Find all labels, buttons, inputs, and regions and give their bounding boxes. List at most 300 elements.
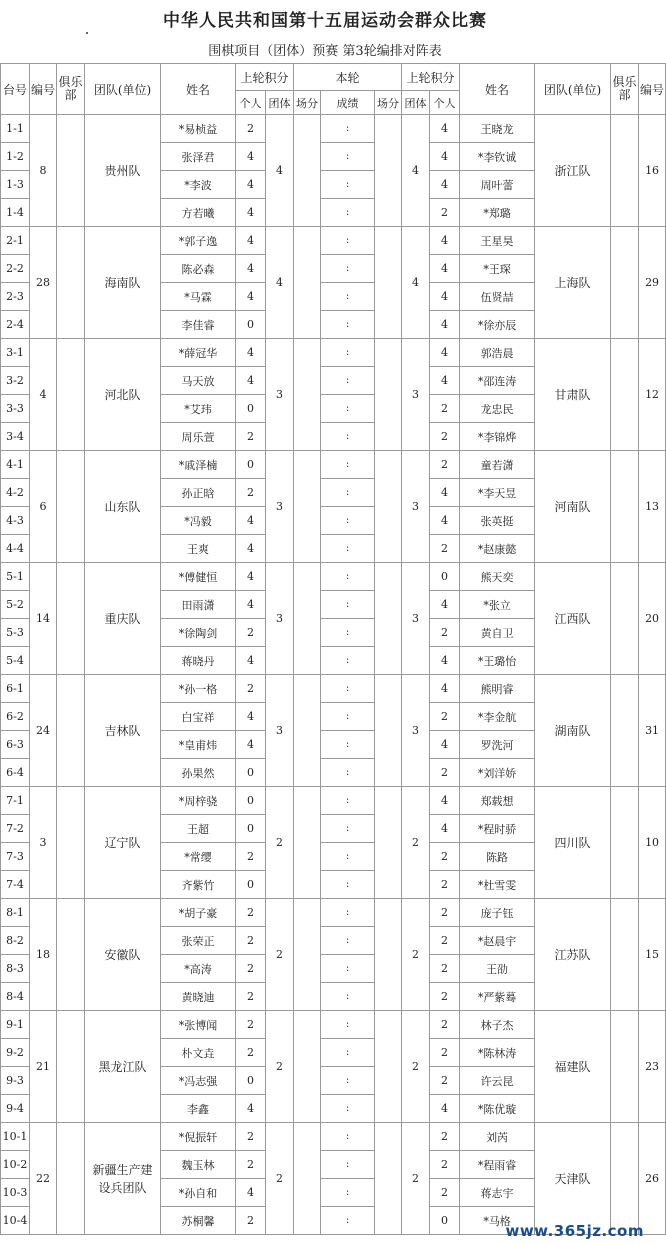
left-player-points: 4 [236,283,266,311]
left-player-points: 0 [236,311,266,339]
left-player-name: *薛冠华 [161,339,236,367]
right-player-name: *郑璐 [460,199,535,227]
right-player-name: *徐亦辰 [460,311,535,339]
left-player-points: 4 [236,507,266,535]
left-team-name: 贵州队 [85,115,161,227]
left-player-name: 孙正晗 [161,479,236,507]
board-number: 2-3 [1,283,30,311]
left-team-number: 4 [30,339,57,451]
left-player-name: 周乐萱 [161,423,236,451]
left-player-name: *冯志强 [161,1067,236,1095]
left-player-points: 2 [236,927,266,955]
watermark: www.365jz.com [505,1222,644,1240]
right-team-score: 2 [402,899,430,1011]
board-result: : [321,619,375,647]
board-result: : [321,731,375,759]
right-player-points: 2 [430,1011,460,1039]
left-team-number: 8 [30,115,57,227]
left-player-points: 4 [236,255,266,283]
board-result: : [321,591,375,619]
right-team-score: 2 [402,787,430,899]
left-player-points: 0 [236,395,266,423]
right-player-points: 2 [430,451,460,479]
header-prev-right: 上轮积分 [402,64,460,91]
header-number-left: 编号 [30,64,57,115]
board-number: 6-3 [1,731,30,759]
left-player-name: *马霖 [161,283,236,311]
right-player-name: 王晓龙 [460,115,535,143]
document-subtitle: 围棋项目（团体）预赛 第3轮编排对阵表 [208,44,442,59]
board-number: 3-2 [1,367,30,395]
header-club-left: 俱乐 部 [57,64,85,115]
right-club [611,675,639,787]
table-row [1,675,666,703]
right-club [611,787,639,899]
left-player-name: 黄晓迪 [161,983,236,1011]
board-number: 9-2 [1,1039,30,1067]
left-player-points: 2 [236,423,266,451]
board-number: 8-2 [1,927,30,955]
right-player-name: *陈优璇 [460,1095,535,1123]
right-team-number: 26 [639,1123,666,1235]
board-number: 4-2 [1,479,30,507]
left-player-points: 4 [236,227,266,255]
right-player-points: 4 [430,227,460,255]
board-number: 10-2 [1,1151,30,1179]
board-number: 7-1 [1,787,30,815]
left-match-points [294,787,321,899]
left-team-score: 2 [266,1011,294,1123]
header-team-right: 团队(单位) [535,64,611,115]
board-result: : [321,1179,375,1207]
right-team-number: 20 [639,563,666,675]
right-team-number: 15 [639,899,666,1011]
right-match-points [375,899,402,1011]
left-player-name: 张泽君 [161,143,236,171]
left-team-name: 安徽队 [85,899,161,1011]
left-player-name: 李佳睿 [161,311,236,339]
left-team-name: 辽宁队 [85,787,161,899]
left-player-name: 张荣正 [161,927,236,955]
table-row [1,899,666,927]
right-player-name: *马格 [460,1207,535,1235]
header-club-right: 俱乐 部 [611,64,639,115]
board-number: 5-4 [1,647,30,675]
left-player-name: 齐紫竹 [161,871,236,899]
left-player-points: 2 [236,1039,266,1067]
board-result: : [321,395,375,423]
left-player-points: 0 [236,759,266,787]
right-player-name: 庞子钰 [460,899,535,927]
right-player-name: 王星昊 [460,227,535,255]
right-team-name: 江苏队 [535,899,611,1011]
left-team-number: 22 [30,1123,57,1235]
left-match-points [294,563,321,675]
left-player-points: 4 [236,703,266,731]
right-player-points: 2 [430,1179,460,1207]
right-player-name: *王璐怡 [460,647,535,675]
speck [86,32,88,34]
board-result: : [321,143,375,171]
right-player-name: 黄自卫 [460,619,535,647]
board-number: 8-1 [1,899,30,927]
right-club [611,899,639,1011]
left-player-name: *高涛 [161,955,236,983]
left-player-name: 李鑫 [161,1095,236,1123]
right-team-number: 13 [639,451,666,563]
right-club [611,1011,639,1123]
board-result: : [321,815,375,843]
right-player-name: 许云昆 [460,1067,535,1095]
right-match-points [375,675,402,787]
board-number: 10-3 [1,1179,30,1207]
right-player-points: 2 [430,927,460,955]
right-player-points: 2 [430,1123,460,1151]
header-round: 本轮 [294,64,402,91]
left-team-name: 黑龙江队 [85,1011,161,1123]
right-team-score: 4 [402,227,430,339]
right-player-points: 2 [430,535,460,563]
left-match-points [294,1011,321,1123]
board-number: 7-2 [1,815,30,843]
pairing-table [0,63,666,1235]
board-number: 6-4 [1,759,30,787]
right-player-name: 熊天奕 [460,563,535,591]
left-team-score: 4 [266,227,294,339]
header-team-score-left: 团体 [266,91,294,115]
board-result: : [321,367,375,395]
board-result: : [321,787,375,815]
left-team-number: 3 [30,787,57,899]
right-player-points: 4 [430,283,460,311]
board-result: : [321,983,375,1011]
left-player-points: 2 [236,1011,266,1039]
header-individual-right: 个人 [430,91,460,115]
left-player-points: 2 [236,675,266,703]
left-team-name: 重庆队 [85,563,161,675]
board-number: 1-4 [1,199,30,227]
left-team-number: 28 [30,227,57,339]
right-player-points: 4 [430,115,460,143]
board-number: 8-4 [1,983,30,1011]
table-row [1,563,666,591]
left-player-points: 0 [236,787,266,815]
right-player-points: 4 [430,591,460,619]
right-player-points: 2 [430,199,460,227]
left-player-points: 2 [236,1151,266,1179]
board-result: : [321,1151,375,1179]
right-team-name: 四川队 [535,787,611,899]
right-player-name: *李钦诚 [460,143,535,171]
right-team-number: 23 [639,1011,666,1123]
right-player-points: 2 [430,703,460,731]
right-player-points: 2 [430,395,460,423]
right-team-name: 河南队 [535,451,611,563]
left-team-score: 3 [266,563,294,675]
left-player-name: *倪振轩 [161,1123,236,1151]
left-player-name: 蒋晓丹 [161,647,236,675]
right-match-points [375,1011,402,1123]
left-player-points: 4 [236,1179,266,1207]
left-player-name: 苏桐馨 [161,1207,236,1235]
left-player-name: *戚泽楠 [161,451,236,479]
left-team-score: 3 [266,675,294,787]
left-player-points: 4 [236,647,266,675]
right-player-name: 郑载想 [460,787,535,815]
right-match-points [375,339,402,451]
board-result: : [321,563,375,591]
right-player-points: 4 [430,311,460,339]
right-player-name: *杜雪雯 [460,871,535,899]
right-player-name: 张英挺 [460,507,535,535]
board-number: 10-4 [1,1207,30,1235]
right-team-score: 2 [402,1011,430,1123]
left-player-points: 4 [236,339,266,367]
right-player-name: *刘洋娇 [460,759,535,787]
board-result: : [321,1207,375,1235]
right-team-name: 天津队 [535,1123,611,1235]
left-player-name: *徐陶剑 [161,619,236,647]
left-club [57,227,85,339]
table-row [1,1123,666,1151]
board-number: 10-1 [1,1123,30,1151]
right-player-points: 4 [430,815,460,843]
left-player-name: 田雨潇 [161,591,236,619]
right-club [611,115,639,227]
board-number: 7-4 [1,871,30,899]
right-team-number: 16 [639,115,666,227]
right-player-points: 4 [430,143,460,171]
right-player-points: 2 [430,871,460,899]
left-team-name: 新疆生产建设兵团队 [85,1123,161,1235]
board-number: 2-1 [1,227,30,255]
right-player-points: 2 [430,759,460,787]
left-team-score: 2 [266,899,294,1011]
left-player-name: *郭子逸 [161,227,236,255]
table-row [1,227,666,255]
left-player-name: *冯毅 [161,507,236,535]
left-team-number: 6 [30,451,57,563]
right-player-points: 4 [430,171,460,199]
left-player-name: 王超 [161,815,236,843]
left-match-points [294,339,321,451]
left-player-points: 4 [236,563,266,591]
right-player-name: 罗洗河 [460,731,535,759]
table-row [1,339,666,367]
right-club [611,227,639,339]
right-club [611,1123,639,1235]
left-player-name: *孙一格 [161,675,236,703]
left-team-number: 14 [30,563,57,675]
board-number: 1-3 [1,171,30,199]
table-row [1,1011,666,1039]
left-club [57,115,85,227]
right-team-score: 3 [402,563,430,675]
board-number: 6-2 [1,703,30,731]
left-player-points: 2 [236,983,266,1011]
right-club [611,451,639,563]
left-player-name: 陈必森 [161,255,236,283]
right-player-points: 4 [430,255,460,283]
right-player-name: *程时骄 [460,815,535,843]
right-player-points: 2 [430,1151,460,1179]
left-team-score: 2 [266,1123,294,1235]
right-player-points: 4 [430,479,460,507]
board-result: : [321,1039,375,1067]
board-result: : [321,423,375,451]
right-player-name: *王琛 [460,255,535,283]
right-club [611,339,639,451]
left-team-number: 24 [30,675,57,787]
board-result: : [321,703,375,731]
board-number: 5-1 [1,563,30,591]
left-team-name: 海南队 [85,227,161,339]
left-player-points: 2 [236,955,266,983]
right-player-points: 4 [430,1095,460,1123]
board-result: : [321,227,375,255]
right-player-name: 陈路 [460,843,535,871]
header-match-points-left: 场分 [294,91,321,115]
left-player-points: 2 [236,1123,266,1151]
right-player-name: 童若潇 [460,451,535,479]
right-player-name: *严紫蓦 [460,983,535,1011]
right-match-points [375,787,402,899]
right-club [611,563,639,675]
right-team-number: 10 [639,787,666,899]
left-team-name: 河北队 [85,339,161,451]
table-row [1,115,666,143]
table-row [1,787,666,815]
left-team-name: 山东队 [85,451,161,563]
left-player-name: 孙果然 [161,759,236,787]
left-player-name: 王爽 [161,535,236,563]
right-team-number: 29 [639,227,666,339]
board-number: 2-2 [1,255,30,283]
left-match-points [294,675,321,787]
left-player-points: 4 [236,591,266,619]
left-player-name: *李波 [161,171,236,199]
pairing-table-body [1,64,666,1235]
left-player-points: 4 [236,199,266,227]
right-team-score: 3 [402,339,430,451]
right-player-name: *赵晨宇 [460,927,535,955]
right-player-points: 4 [430,367,460,395]
left-match-points [294,899,321,1011]
left-player-points: 0 [236,1067,266,1095]
right-player-name: 王劭 [460,955,535,983]
right-player-points: 4 [430,339,460,367]
left-club [57,787,85,899]
right-match-points [375,115,402,227]
board-number: 3-1 [1,339,30,367]
right-player-points: 2 [430,843,460,871]
board-result: : [321,675,375,703]
left-player-name: *傅健恒 [161,563,236,591]
left-player-name: 魏玉林 [161,1151,236,1179]
left-player-points: 4 [236,1095,266,1123]
board-number: 1-2 [1,143,30,171]
right-team-score: 3 [402,451,430,563]
left-player-name: 方若曦 [161,199,236,227]
left-team-score: 4 [266,115,294,227]
right-player-points: 2 [430,1067,460,1095]
right-team-name: 上海队 [535,227,611,339]
right-player-points: 4 [430,731,460,759]
right-team-name: 甘肃队 [535,339,611,451]
board-result: : [321,479,375,507]
board-result: : [321,1067,375,1095]
right-player-name: 熊明睿 [460,675,535,703]
board-result: : [321,843,375,871]
left-player-points: 2 [236,1207,266,1235]
left-player-points: 4 [236,731,266,759]
board-result: : [321,311,375,339]
left-team-number: 18 [30,899,57,1011]
document-title: 中华人民共和国第十五届运动会群众比赛 [163,11,487,31]
header-individual-left: 个人 [236,91,266,115]
board-number: 3-3 [1,395,30,423]
right-match-points [375,451,402,563]
left-match-points [294,1123,321,1235]
right-team-score: 2 [402,1123,430,1235]
left-team-score: 3 [266,339,294,451]
board-number: 2-4 [1,311,30,339]
board-result: : [321,647,375,675]
right-player-name: *赵康懿 [460,535,535,563]
board-number: 6-1 [1,675,30,703]
board-result: : [321,283,375,311]
left-player-points: 4 [236,143,266,171]
right-player-points: 2 [430,423,460,451]
left-player-name: *孙自和 [161,1179,236,1207]
right-team-name: 福建队 [535,1011,611,1123]
header-result: 成绩 [321,91,375,115]
left-match-points [294,115,321,227]
table-row [1,451,666,479]
right-player-name: 伍贤喆 [460,283,535,311]
board-result: : [321,759,375,787]
right-player-name: 郭浩晨 [460,339,535,367]
board-number: 5-2 [1,591,30,619]
left-player-name: 白宝祥 [161,703,236,731]
board-result: : [321,899,375,927]
board-result: : [321,927,375,955]
right-match-points [375,563,402,675]
right-player-points: 2 [430,1039,460,1067]
left-player-name: *皇甫炜 [161,731,236,759]
left-club [57,899,85,1011]
right-player-points: 4 [430,787,460,815]
right-player-points: 2 [430,955,460,983]
header-name-left: 姓名 [161,64,236,115]
left-player-name: *易桢益 [161,115,236,143]
left-player-points: 0 [236,871,266,899]
right-team-name: 浙江队 [535,115,611,227]
right-player-name: 周叶蕾 [460,171,535,199]
board-number: 5-3 [1,619,30,647]
right-player-name: *张立 [460,591,535,619]
board-result: : [321,115,375,143]
left-player-name: *常缨 [161,843,236,871]
right-player-points: 2 [430,983,460,1011]
right-player-points: 2 [430,899,460,927]
board-result: : [321,1011,375,1039]
board-number: 8-3 [1,955,30,983]
board-result: : [321,451,375,479]
right-player-name: 蒋志宇 [460,1179,535,1207]
right-team-score: 3 [402,675,430,787]
board-number: 7-3 [1,843,30,871]
